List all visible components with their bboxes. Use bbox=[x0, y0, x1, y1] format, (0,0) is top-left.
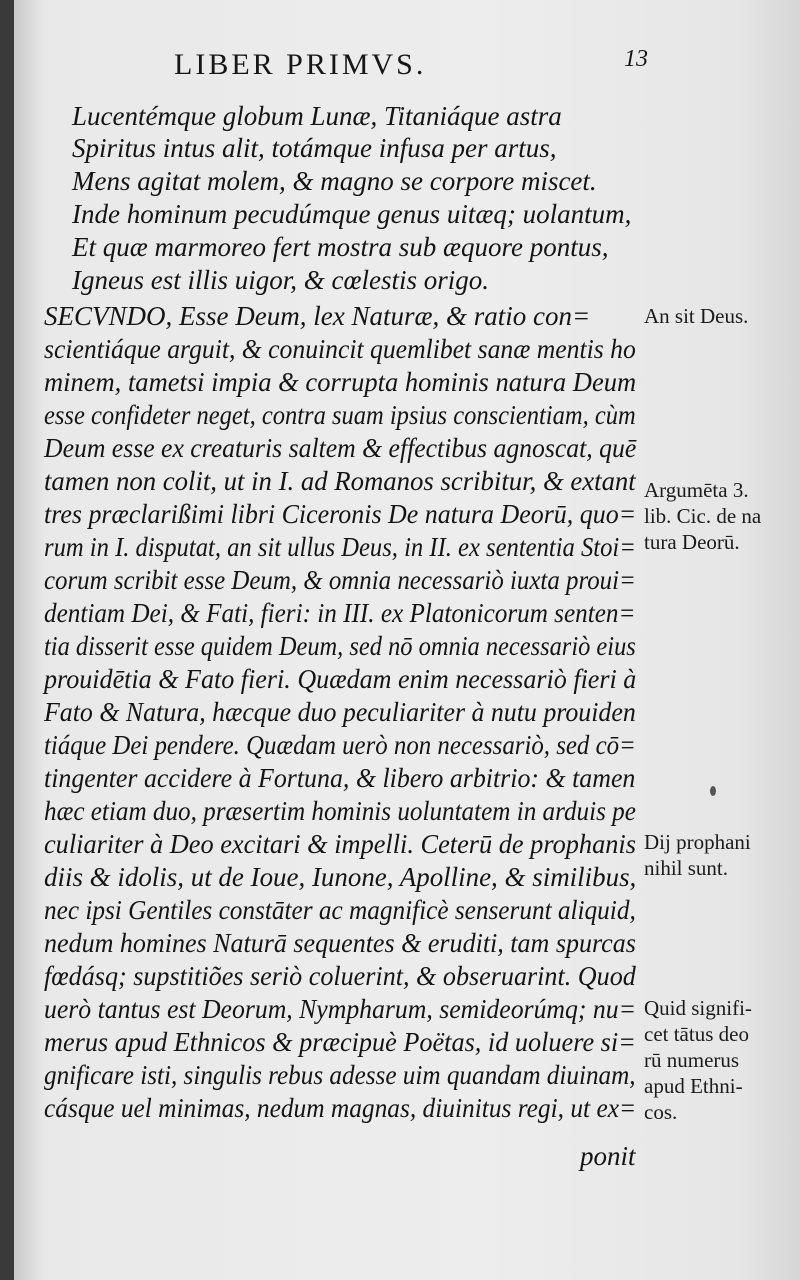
poem-line: Mens agitat molem, & magno se corpore miscet. bbox=[72, 166, 597, 196]
body-line: merus apud Ethnicos & præcipuè Poëtas, id uoluere si= bbox=[44, 1027, 636, 1057]
margin-note-line: rū numerus bbox=[644, 1048, 740, 1072]
body-line: nedum homines Naturā sequentes & eruditi, tam spurcas bbox=[44, 928, 636, 958]
body-line: uerò tantus est Deorum, Nympharum, semideorúmq; nu= bbox=[44, 994, 636, 1024]
poem-line: Spiritus intus alit, totámque infusa per artus, bbox=[72, 133, 557, 163]
margin-note-line: lib. Cic. de na bbox=[644, 504, 762, 528]
page-number: 13 bbox=[624, 46, 648, 72]
margin-note-line: Quid signifi- bbox=[644, 996, 752, 1020]
margin-note-line: An sit Deus. bbox=[644, 304, 749, 328]
body-line: culiariter à Deo excitari & impelli. Ceterū de prophanis bbox=[44, 829, 636, 859]
ink-spot bbox=[710, 786, 716, 796]
catchword: ponit bbox=[580, 1141, 636, 1171]
body-line: tia disserit esse quidem Deum, sed nō omnia necessariò eius bbox=[44, 631, 636, 661]
body-line: corum scribit esse Deum, & omnia necessariò iuxta proui= bbox=[44, 565, 636, 595]
body-line: dentiam Dei, & Fati, fieri: in III. ex Platonicorum senten= bbox=[44, 598, 636, 628]
body-line: nec ipsi Gentiles constāter ac magnificè senserunt aliquid, bbox=[44, 895, 636, 925]
book-page bbox=[14, 0, 800, 1280]
body-line: minem, tametsi impia & corrupta hominis natura Deum bbox=[44, 367, 637, 397]
margin-note-line: Dij prophani bbox=[644, 830, 751, 854]
body-line: esse confideter neget, contra suam ipsius conscientiam, cùm bbox=[44, 400, 636, 430]
margin-note-line: tura Deorū. bbox=[644, 530, 740, 554]
margin-note-line: nihil sunt. bbox=[644, 856, 729, 880]
poem-line: Inde hominum pecudúmque genus uitæq; uolantum, bbox=[72, 199, 632, 229]
body-line: SECVNDO, Esse Deum, lex Naturæ, & ratio con= bbox=[44, 301, 591, 331]
body-line: cásque uel minimas, nedum magnas, diuinitus regi, ut ex= bbox=[44, 1093, 637, 1123]
body-line: hæc etiam duo, præsertim hominis uoluntatem in arduis pe bbox=[44, 796, 636, 826]
margin-note-line: cet tātus deo bbox=[644, 1022, 749, 1046]
body-line: fœdásq; supstitiões seriò coluerint, & obseruarint. Quod bbox=[44, 961, 636, 991]
body-line: Deum esse ex creaturis saltem & effectibus agnoscat, quē bbox=[44, 433, 637, 463]
poem-line: Igneus est illis uigor, & cœlestis origo. bbox=[72, 265, 490, 295]
body-line: Fato & Natura, hæcque duo peculiariter à nutu prouiden bbox=[44, 697, 636, 727]
margin-note-line: Argumēta 3. bbox=[644, 478, 749, 502]
body-line: tamen non colit, ut in I. ad Romanos scribitur, & extant bbox=[44, 466, 636, 496]
body-line: tiáque Dei pendere. Quædam uerò non necessariò, sed cō= bbox=[44, 730, 636, 760]
body-line: scientiáque arguit, & conuincit quemlibet sanæ mentis ho bbox=[44, 334, 636, 364]
body-line: prouidētia & Fato fieri. Quædam enim necessariò fieri à bbox=[44, 664, 637, 694]
margin-note-line: apud Ethni- bbox=[644, 1074, 743, 1098]
body-line: gnificare isti, singulis rebus adesse uim quandam diuinam, bbox=[44, 1060, 636, 1090]
body-line: tingenter accidere à Fortuna, & libero arbitrio: & tamen bbox=[44, 763, 636, 793]
running-title: LIBER PRIMVS. bbox=[174, 48, 427, 81]
poem-line: Et quæ marmoreo fert mostra sub æquore pontus, bbox=[72, 232, 609, 262]
poem-line: Lucentémque globum Lunæ, Titaniáque astra bbox=[72, 101, 562, 131]
body-line: tres præclarißimi libri Ciceronis De natura Deorū, quo= bbox=[44, 499, 637, 529]
body-line: rum in I. disputat, an sit ullus Deus, in II. ex sententia Stoi= bbox=[44, 532, 636, 562]
body-line: diis & idolis, ut de Ioue, Iunone, Apolline, & similibus, bbox=[44, 862, 637, 892]
margin-note-line: cos. bbox=[644, 1100, 678, 1124]
